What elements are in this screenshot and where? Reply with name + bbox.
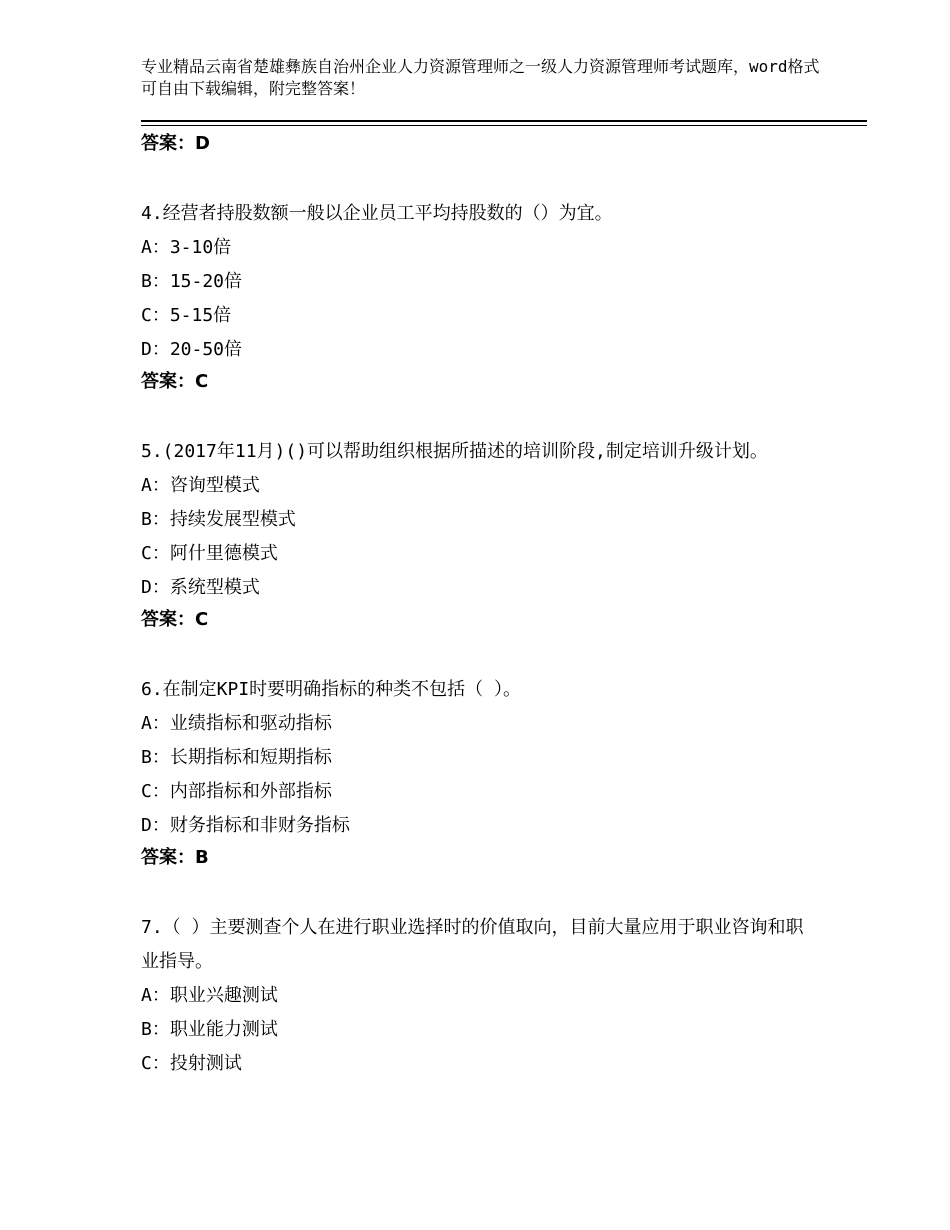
header-title: 专业精品云南省楚雄彝族自治州企业人力资源管理师之一级人力资源管理师考试题库，word格式可自由下载编辑，附完整答案！ bbox=[141, 57, 820, 98]
question-text: 6.在制定KPI时要明确指标的种类不包括（ ）。 bbox=[141, 679, 522, 700]
option-b: B：职业能力测试 bbox=[141, 1019, 278, 1040]
option-b: B：持续发展型模式 bbox=[141, 509, 296, 530]
option-a: A：3-10倍 bbox=[141, 237, 232, 258]
option-a: A：咨询型模式 bbox=[141, 475, 260, 496]
option-c: C：投射测试 bbox=[141, 1053, 242, 1074]
option-b: B：长期指标和短期指标 bbox=[141, 747, 332, 768]
header-rule-thin bbox=[141, 125, 867, 126]
answer-line: 答案：C bbox=[141, 371, 209, 392]
option-d: D：20-50倍 bbox=[141, 339, 243, 360]
option-b: B：15-20倍 bbox=[141, 271, 243, 292]
document-header bbox=[141, 56, 831, 100]
option-a: A：业绩指标和驱动指标 bbox=[141, 713, 332, 734]
question-text: 7.（ ）主要测查个人在进行职业选择时的价值取向，目前大量应用于职业咨询和职业指导。 bbox=[141, 917, 804, 972]
option-a: A：职业兴趣测试 bbox=[141, 985, 278, 1006]
question-text: 4.经营者持股数额一般以企业员工平均持股数的（）为宜。 bbox=[141, 203, 613, 224]
question-5 bbox=[141, 435, 821, 635]
option-c: C：内部指标和外部指标 bbox=[141, 781, 332, 802]
question-6 bbox=[141, 673, 821, 873]
option-d: D：系统型模式 bbox=[141, 577, 260, 598]
option-c: C：5-15倍 bbox=[141, 305, 232, 326]
question-text: 5.(2017年11月)()可以帮助组织根据所描述的培训阶段,制定培训升级计划。 bbox=[141, 441, 768, 462]
question-7 bbox=[141, 911, 821, 1081]
answer-line: 答案：C bbox=[141, 609, 209, 630]
option-c: C：阿什里德模式 bbox=[141, 543, 278, 564]
option-d: D：财务指标和非财务指标 bbox=[141, 815, 350, 836]
question-4 bbox=[141, 197, 821, 397]
answer-line: 答案：B bbox=[141, 847, 209, 868]
document-body bbox=[141, 128, 821, 1081]
answer-line: 答案：D bbox=[141, 133, 210, 154]
header-rule-thick bbox=[141, 120, 867, 122]
